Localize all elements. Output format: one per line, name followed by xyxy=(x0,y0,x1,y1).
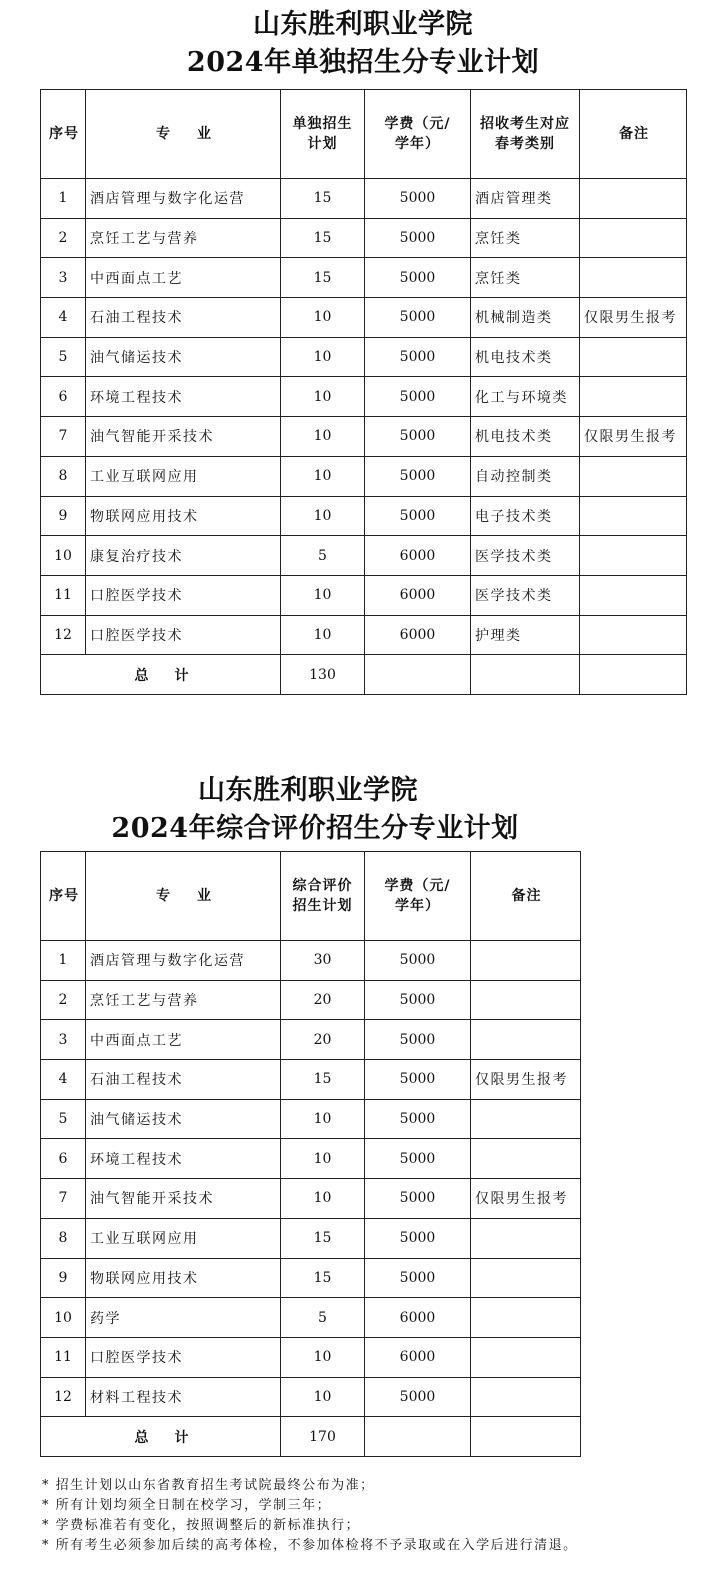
total-label: 总 计 xyxy=(41,1417,281,1457)
cell-major: 酒店管理与数字化运营 xyxy=(86,179,281,219)
cell-no: 10 xyxy=(41,1298,86,1338)
cell-plan: 15 xyxy=(281,1258,365,1298)
table-row xyxy=(41,615,687,655)
cell-major: 工业互联网应用 xyxy=(86,456,281,496)
cell-note xyxy=(471,1377,581,1417)
cell-category: 电子技术类 xyxy=(471,496,580,536)
cell-fee: 5000 xyxy=(365,1218,471,1258)
cell-note xyxy=(580,575,687,615)
cell-plan: 15 xyxy=(281,179,365,219)
cell-no: 7 xyxy=(41,1179,86,1219)
cell-major: 工业互联网应用 xyxy=(86,1218,281,1258)
cell-fee: 5000 xyxy=(365,218,471,258)
table-row xyxy=(41,258,687,298)
cell-major: 油气储运技术 xyxy=(86,337,281,377)
table-row xyxy=(41,1218,581,1258)
total-value: 170 xyxy=(281,1417,365,1457)
table-row xyxy=(41,1258,581,1298)
cell-major: 环境工程技术 xyxy=(86,1139,281,1179)
cell-plan: 10 xyxy=(281,615,365,655)
cell-fee: 5000 xyxy=(365,337,471,377)
cell-fee: 5000 xyxy=(365,298,471,338)
note-line: * 招生计划以山东省教育招生考试院最终公布为准； xyxy=(42,1478,375,1493)
cell-major: 物联网应用技术 xyxy=(86,1258,281,1298)
cell-no: 4 xyxy=(41,1060,86,1100)
note-line: * 学费标准若有变化，按照调整后的新标准执行； xyxy=(42,1518,361,1533)
cell-fee: 6000 xyxy=(365,575,471,615)
header-no: 序号 xyxy=(41,90,86,179)
table-row xyxy=(41,377,687,417)
table-row xyxy=(41,536,687,576)
cell-no: 10 xyxy=(41,536,86,576)
cell-category: 医学技术类 xyxy=(471,575,580,615)
cell-fee: 5000 xyxy=(365,1060,471,1100)
cell-category: 化工与环境类 xyxy=(471,377,580,417)
cell-category: 机电技术类 xyxy=(471,337,580,377)
cell-plan: 10 xyxy=(281,1179,365,1219)
cell-category: 酒店管理类 xyxy=(471,179,580,219)
table-row xyxy=(41,575,687,615)
cell-category: 烹饪类 xyxy=(471,258,580,298)
empty-cell xyxy=(365,655,471,695)
cell-major: 石油工程技术 xyxy=(86,1060,281,1100)
cell-no: 6 xyxy=(41,377,86,417)
cell-note xyxy=(471,1218,581,1258)
cell-plan: 10 xyxy=(281,337,365,377)
cell-plan: 15 xyxy=(281,258,365,298)
cell-no: 11 xyxy=(41,575,86,615)
cell-fee: 5000 xyxy=(365,980,471,1020)
total-value: 130 xyxy=(281,655,365,695)
cell-plan: 20 xyxy=(281,1020,365,1060)
cell-major: 油气储运技术 xyxy=(86,1099,281,1139)
cell-note xyxy=(471,980,581,1020)
cell-category: 护理类 xyxy=(471,615,580,655)
cell-note: 仅限男生报考 xyxy=(580,417,687,457)
cell-major: 康复治疗技术 xyxy=(86,536,281,576)
header-fee: 学费（元/学年） xyxy=(365,90,471,179)
cell-plan: 10 xyxy=(281,1337,365,1377)
cell-plan: 30 xyxy=(281,941,365,981)
cell-plan: 15 xyxy=(281,218,365,258)
header-category: 招收考生对应春考类别 xyxy=(471,90,580,179)
cell-fee: 5000 xyxy=(365,456,471,496)
table-row xyxy=(41,1337,581,1377)
empty-cell xyxy=(471,1417,581,1457)
cell-plan: 10 xyxy=(281,1377,365,1417)
cell-plan: 15 xyxy=(281,1060,365,1100)
cell-no: 11 xyxy=(41,1337,86,1377)
comprehensive-evaluation-table xyxy=(40,851,581,1457)
cell-fee: 6000 xyxy=(365,536,471,576)
header-plan: 单独招生计划 xyxy=(281,90,365,179)
cell-note xyxy=(580,179,687,219)
empty-cell xyxy=(471,655,580,695)
cell-category: 烹饪类 xyxy=(471,218,580,258)
header-note: 备注 xyxy=(580,90,687,179)
cell-major: 口腔医学技术 xyxy=(86,1337,281,1377)
table-row xyxy=(41,218,687,258)
cell-fee: 5000 xyxy=(365,1099,471,1139)
cell-note xyxy=(471,1337,581,1377)
header-plan: 综合评价招生计划 xyxy=(281,852,365,941)
cell-major: 材料工程技术 xyxy=(86,1377,281,1417)
cell-fee: 5000 xyxy=(365,417,471,457)
cell-fee: 5000 xyxy=(365,1179,471,1219)
cell-plan: 10 xyxy=(281,456,365,496)
table-row xyxy=(41,298,687,338)
cell-note xyxy=(471,1099,581,1139)
cell-fee: 5000 xyxy=(365,496,471,536)
cell-category: 机械制造类 xyxy=(471,298,580,338)
cell-plan: 10 xyxy=(281,377,365,417)
table-row xyxy=(41,179,687,219)
table-row xyxy=(41,1020,581,1060)
cell-no: 12 xyxy=(41,615,86,655)
cell-major: 油气智能开采技术 xyxy=(86,417,281,457)
cell-plan: 5 xyxy=(281,1298,365,1338)
cell-no: 5 xyxy=(41,1099,86,1139)
table-header-row xyxy=(41,852,581,941)
cell-plan: 10 xyxy=(281,417,365,457)
table-row xyxy=(41,417,687,457)
table-row xyxy=(41,1139,581,1179)
cell-note xyxy=(580,337,687,377)
cell-plan: 15 xyxy=(281,1218,365,1258)
cell-no: 12 xyxy=(41,1377,86,1417)
cell-no: 2 xyxy=(41,218,86,258)
total-row xyxy=(41,655,687,695)
table-row xyxy=(41,1099,581,1139)
cell-no: 3 xyxy=(41,1020,86,1060)
header-major: 专 业 xyxy=(86,90,281,179)
cell-no: 9 xyxy=(41,1258,86,1298)
cell-note xyxy=(580,615,687,655)
total-label: 总 计 xyxy=(41,655,281,695)
empty-cell xyxy=(580,655,687,695)
cell-major: 药学 xyxy=(86,1298,281,1338)
cell-fee: 5000 xyxy=(365,1377,471,1417)
cell-no: 1 xyxy=(41,179,86,219)
cell-plan: 10 xyxy=(281,496,365,536)
cell-major: 油气智能开采技术 xyxy=(86,1179,281,1219)
notes xyxy=(42,1476,578,1556)
table-header-row xyxy=(41,90,687,179)
cell-no: 8 xyxy=(41,456,86,496)
cell-no: 8 xyxy=(41,1218,86,1258)
cell-fee: 5000 xyxy=(365,258,471,298)
table-row xyxy=(41,1298,581,1338)
cell-note xyxy=(471,1139,581,1179)
cell-no: 4 xyxy=(41,298,86,338)
cell-plan: 10 xyxy=(281,1099,365,1139)
cell-note xyxy=(471,1020,581,1060)
cell-category: 机电技术类 xyxy=(471,417,580,457)
note-line: * 所有计划均须全日制在校学习，学制三年； xyxy=(42,1498,332,1513)
plan1-title-line2: 2024年单独招生分专业计划 xyxy=(186,47,540,78)
cell-major: 石油工程技术 xyxy=(86,298,281,338)
cell-fee: 5000 xyxy=(365,1258,471,1298)
cell-note xyxy=(580,258,687,298)
cell-note xyxy=(580,377,687,417)
single-enrollment-table xyxy=(40,89,687,695)
cell-note xyxy=(471,1298,581,1338)
header-no: 序号 xyxy=(41,852,86,941)
cell-fee: 5000 xyxy=(365,941,471,981)
cell-plan: 10 xyxy=(281,1139,365,1179)
table-row xyxy=(41,337,687,377)
cell-no: 1 xyxy=(41,941,86,981)
cell-plan: 5 xyxy=(281,536,365,576)
cell-no: 2 xyxy=(41,980,86,1020)
cell-no: 6 xyxy=(41,1139,86,1179)
cell-major: 口腔医学技术 xyxy=(86,575,281,615)
total-row xyxy=(41,1417,581,1457)
cell-fee: 5000 xyxy=(365,1139,471,1179)
table-row xyxy=(41,456,687,496)
cell-note xyxy=(580,456,687,496)
note-line: * 所有考生必须参加后续的高考体检，不参加体检将不予录取或在入学后进行清退。 xyxy=(42,1538,578,1553)
table-row xyxy=(41,941,581,981)
cell-plan: 10 xyxy=(281,298,365,338)
table-row xyxy=(41,1060,581,1100)
header-note: 备注 xyxy=(471,852,581,941)
table-row xyxy=(41,496,687,536)
cell-note: 仅限男生报考 xyxy=(471,1179,581,1219)
cell-fee: 6000 xyxy=(365,615,471,655)
cell-plan: 20 xyxy=(281,980,365,1020)
cell-fee: 6000 xyxy=(365,1298,471,1338)
cell-major: 物联网应用技术 xyxy=(86,496,281,536)
cell-major: 烹饪工艺与营养 xyxy=(86,980,281,1020)
cell-note xyxy=(471,941,581,981)
cell-major: 口腔医学技术 xyxy=(86,615,281,655)
header-major: 专 业 xyxy=(86,852,281,941)
header-fee: 学费（元/学年） xyxy=(365,852,471,941)
cell-no: 9 xyxy=(41,496,86,536)
cell-note: 仅限男生报考 xyxy=(471,1060,581,1100)
cell-fee: 6000 xyxy=(365,1337,471,1377)
cell-major: 中西面点工艺 xyxy=(86,258,281,298)
table-row xyxy=(41,1179,581,1219)
cell-no: 3 xyxy=(41,258,86,298)
cell-no: 5 xyxy=(41,337,86,377)
cell-note xyxy=(471,1258,581,1298)
cell-note xyxy=(580,536,687,576)
cell-fee: 5000 xyxy=(365,1020,471,1060)
cell-major: 中西面点工艺 xyxy=(86,1020,281,1060)
plan2-title-line1: 山东胜利职业学院 xyxy=(198,775,418,806)
cell-note: 仅限男生报考 xyxy=(580,298,687,338)
cell-no: 7 xyxy=(41,417,86,457)
cell-note xyxy=(580,218,687,258)
cell-note xyxy=(580,496,687,536)
cell-category: 医学技术类 xyxy=(471,536,580,576)
cell-major: 环境工程技术 xyxy=(86,377,281,417)
cell-fee: 5000 xyxy=(365,179,471,219)
cell-major: 酒店管理与数字化运营 xyxy=(86,941,281,981)
plan1-title-line1: 山东胜利职业学院 xyxy=(253,9,473,40)
empty-cell xyxy=(365,1417,471,1457)
table-row xyxy=(41,1377,581,1417)
table-row xyxy=(41,980,581,1020)
cell-category: 自动控制类 xyxy=(471,456,580,496)
cell-major: 烹饪工艺与营养 xyxy=(86,218,281,258)
cell-fee: 5000 xyxy=(365,377,471,417)
plan2-title-line2: 2024年综合评价招生分专业计划 xyxy=(111,813,519,844)
cell-plan: 10 xyxy=(281,575,365,615)
